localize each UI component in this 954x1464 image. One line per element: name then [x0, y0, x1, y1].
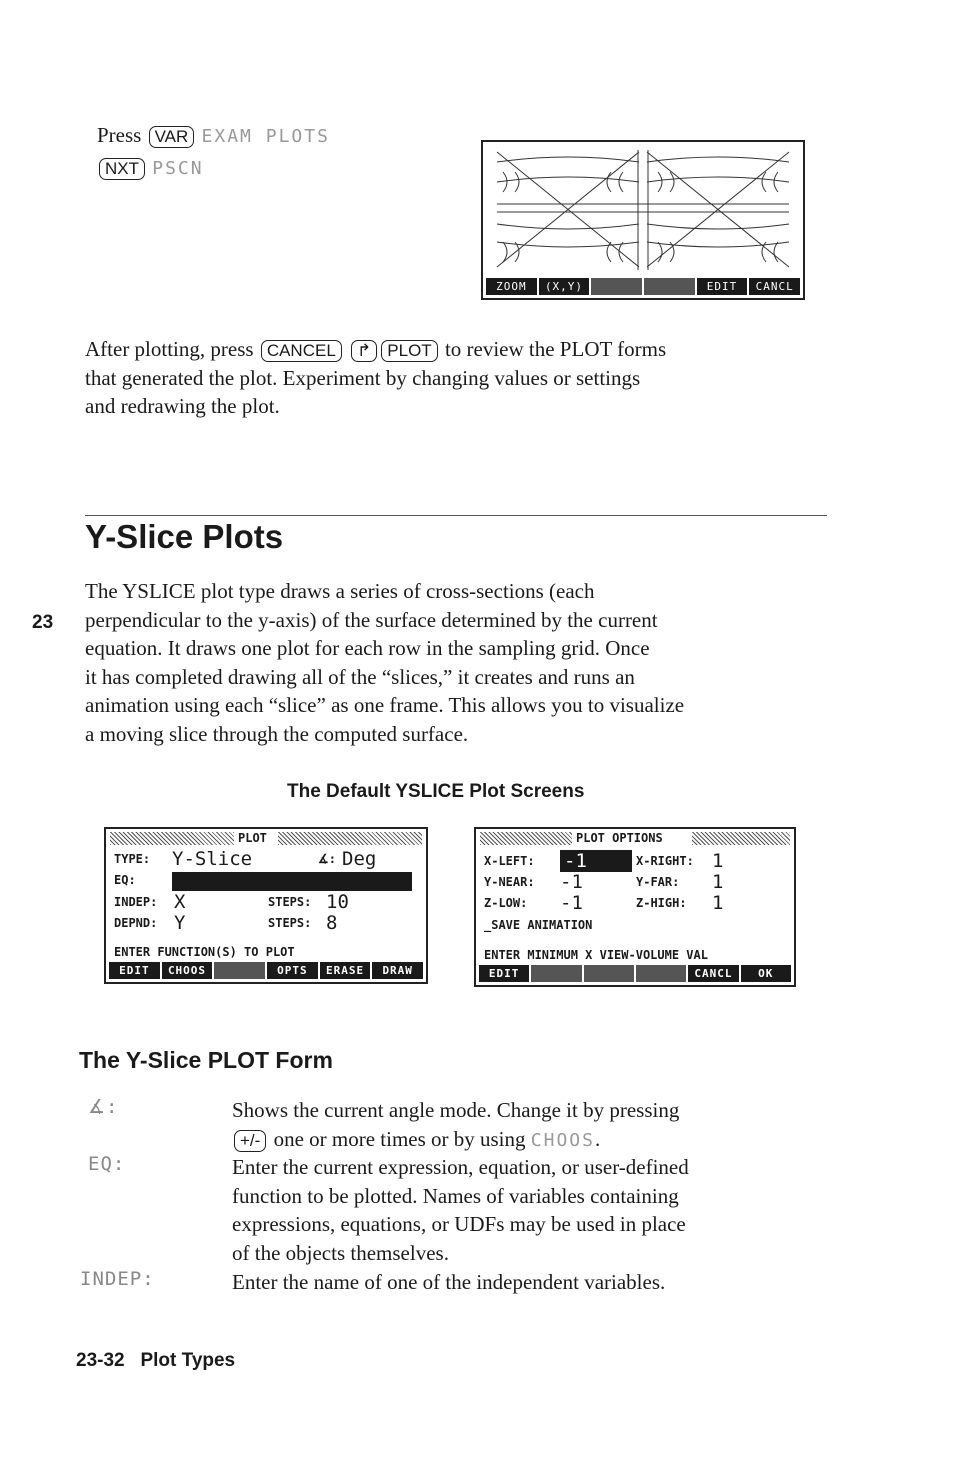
plot-form-screen [104, 827, 428, 984]
eq-description [232, 1153, 822, 1267]
intro-paragraph [85, 577, 825, 748]
plot-form-prompt: ENTER FUNCTION(S) TO PLOT [114, 945, 295, 959]
menu-erase: ERASE [320, 962, 371, 979]
menu-ok: OK [741, 965, 791, 982]
section-title: Y-Slice Plots [85, 518, 284, 555]
intro-line: perpendicular to the y-axis) of the surface determined by the current [85, 607, 658, 632]
yfar-value: 1 [712, 871, 724, 893]
right-shift-key: ↱ [351, 340, 377, 362]
header-hatch-left [110, 832, 234, 845]
figure-caption: The Default YSLICE Plot Screens [287, 781, 585, 802]
xright-label: X-RIGHT: [636, 854, 694, 868]
after-line2: that generated the plot. Experiment by changing values or settings [85, 365, 641, 390]
menu-blank [214, 962, 265, 979]
menu-opts: OPTS [267, 962, 318, 979]
menu-edit: EDIT [109, 962, 160, 979]
steps-value-2: 8 [326, 912, 338, 934]
after-line3: and redrawing the plot. [85, 394, 280, 418]
ynear-value: -1 [560, 871, 583, 893]
intro-line: a moving slice through the computed surface. [85, 721, 469, 746]
header-hatch-right [278, 832, 422, 845]
desc-line: Enter the name of one of the independent variables. [232, 1270, 666, 1294]
xright-value: 1 [712, 850, 724, 872]
zlow-label: Z-LOW: [484, 896, 528, 910]
eq-field [172, 872, 412, 891]
steps-label-2: STEPS: [268, 916, 312, 930]
intro-line: The YSLICE plot type draws a series of cross-sections (each [85, 579, 595, 603]
eq-label: EQ: [114, 873, 136, 887]
desc-line: Enter the current expression, equation, or user-defined [232, 1155, 689, 1179]
menu-blank-1 [531, 965, 581, 982]
menu-edit: EDIT [697, 278, 748, 295]
plot-options-prompt: ENTER MINIMUM X VIEW-VOLUME VAL [484, 948, 708, 962]
depnd-label: DEPND: [114, 916, 158, 930]
save-animation-checkbox: _SAVE ANIMATION [484, 918, 593, 932]
pscn-softkey: PSCN [152, 158, 204, 179]
menu-cancl: CANCL [749, 278, 800, 295]
plot-key: PLOT [381, 340, 437, 362]
zhigh-value: 1 [712, 892, 724, 914]
cancel-key: CANCEL [261, 340, 342, 362]
menu-edit: EDIT [479, 965, 529, 982]
menu-choos: CHOOS [162, 962, 213, 979]
ynear-label: Y-NEAR: [484, 875, 535, 889]
desc-line: Shows the current angle mode. Change it by pressing [232, 1098, 680, 1122]
plot-options-screen [474, 827, 796, 987]
indep-label: INDEP: [114, 895, 158, 909]
plot-options-menu [479, 965, 791, 982]
indep-description [232, 1268, 822, 1297]
page-number: 23-32 [76, 1350, 125, 1371]
slice-plot-graphic [483, 142, 803, 278]
desc-line: one or more times or by using [273, 1126, 526, 1151]
section-rule [85, 515, 827, 516]
zlow-value: -1 [560, 892, 583, 914]
plot-options-header: PLOT OPTIONS [576, 831, 663, 845]
press-instructions [97, 120, 330, 184]
menu-xy: (X,Y) [539, 278, 590, 295]
indep-term: INDEP: [80, 1268, 155, 1290]
header-hatch-left [480, 832, 572, 845]
indep-value: X [174, 891, 186, 913]
menu-cancl: CANCL [688, 965, 738, 982]
angle-value: Deg [342, 848, 377, 870]
after-line1-rest: to review the PLOT forms [444, 337, 667, 361]
nxt-key: NXT [99, 158, 145, 180]
type-value: Y-Slice [172, 848, 253, 870]
intro-line: animation using each “slice” as one frame. This allows you to visualize [85, 693, 685, 717]
menu-zoom: ZOOM [486, 278, 537, 295]
after-plotting-paragraph [85, 335, 825, 421]
desc-line: function to be plotted. Names of variables containing [232, 1183, 679, 1208]
yfar-label: Y-FAR: [636, 875, 680, 889]
plot-screen [481, 140, 805, 300]
zhigh-label: Z-HIGH: [636, 896, 687, 910]
angle-label: ∡: [318, 852, 336, 866]
header-hatch-right [692, 832, 790, 845]
eq-term: EQ: [88, 1153, 126, 1175]
var-key: VAR [149, 126, 195, 148]
press-word: Press [97, 123, 142, 147]
angle-term: ∡: [88, 1096, 119, 1118]
desc-line: expressions, equations, or UDFs may be used in place [232, 1212, 686, 1236]
desc-line: of the objects themselves. [232, 1240, 449, 1265]
menu-blank-2 [644, 278, 695, 295]
exam-plots-softkey: EXAM PLOTS [201, 126, 330, 147]
steps-label-1: STEPS: [268, 895, 312, 909]
intro-line: it has completed drawing all of the “slices,” it creates and runs an [85, 664, 635, 689]
page-footer [76, 1350, 235, 1372]
plot-form-menu [109, 962, 423, 979]
menu-blank-2 [584, 965, 634, 982]
xleft-label: X-LEFT: [484, 854, 535, 868]
menu-draw: DRAW [372, 962, 423, 979]
intro-line: equation. It draws one plot for each row in the sampling grid. Once [85, 636, 650, 660]
menu-blank-3 [636, 965, 686, 982]
plus-minus-key: +/- [234, 1130, 266, 1152]
depnd-value: Y [174, 912, 186, 934]
type-label: TYPE: [114, 852, 151, 866]
after-prefix: After plotting, press [85, 337, 254, 361]
angle-description [232, 1096, 822, 1155]
menu-blank-1 [591, 278, 642, 295]
form-heading: The Y-Slice PLOT Form [79, 1047, 333, 1073]
steps-value-1: 10 [326, 891, 349, 913]
plot-screen-menu [486, 278, 800, 295]
margin-chapter-number: 23 [32, 612, 54, 633]
xleft-value: -1 [560, 850, 632, 872]
desc-end: . [594, 1126, 601, 1151]
choos-softkey: CHOOS [530, 1129, 595, 1151]
plot-form-header: PLOT [238, 831, 267, 845]
footer-section: Plot Types [140, 1350, 236, 1371]
